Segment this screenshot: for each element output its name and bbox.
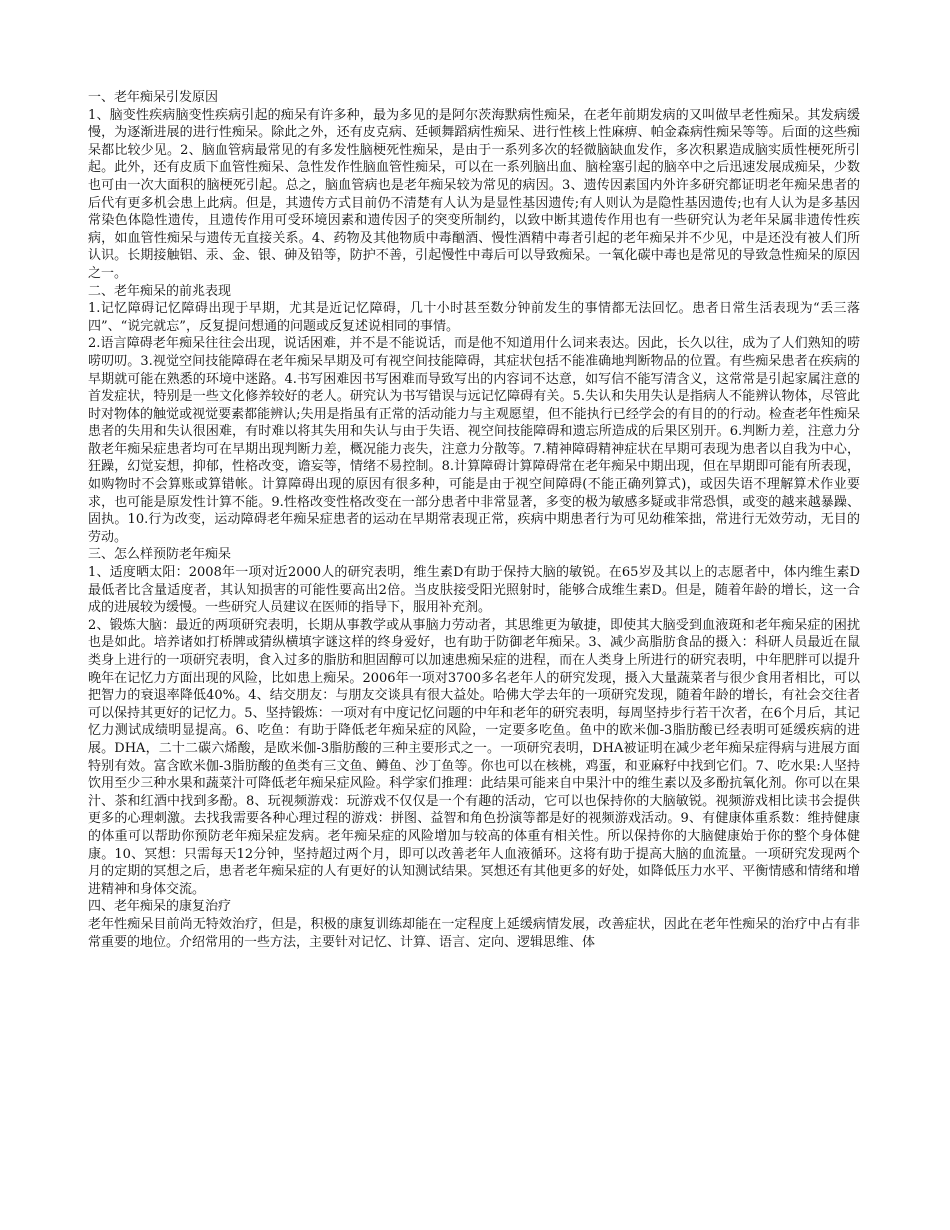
paragraph-memory-disorder: 1.记忆障碍记忆障碍出现于早期，尤其是近记忆障碍，几十小时甚至数分钟前发生的事情都无法回忆。患者日常生活表现为“丢三落四”、“说完就忘”，反复提问想通的问题或反复述说相同的事情。 <box>88 301 860 334</box>
section-causes <box>88 89 860 283</box>
section-early-signs <box>88 283 860 547</box>
document-body <box>88 89 860 951</box>
section-heading-early-signs: 二、老年痴呆的前兆表现 <box>88 283 232 299</box>
section-heading-causes: 一、老年痴呆引发原因 <box>88 90 219 105</box>
paragraph-causes: 1、脑变性疾病脑变性疾病引起的痴呆有许多种，最为多见的是阿尔茨海默病性痴呆，在老年前期发病的又叫做早老性痴呆。其发病缓慢，为逐渐进展的进行性痴呆。除此之外，还有皮克病、廷顿舞蹈病性痴呆、进行性核上性麻痹、帕金森病性痴呆等等。后面的这些痴呆都比较少见。2、脑血管病最常见的有多发性脑梗死性痴呆，是由于一系列多次的轻微脑缺血发作，多次积累造成脑实质性梗死所引起。此外，还有皮质下血管性痴呆、急性发作性脑血管性痴呆，可以在一系列脑出血、脑栓塞引起的脑卒中之后迅速发展成痴呆，少数也可由一次大面积的脑梗死引起。总之，脑血管病也是老年痴呆较为常见的病因。3、遗传因素国内外许多研究都证明老年痴呆患者的后代有更多机会患上此病。但是，其遗传方式目前仍不清楚有人认为是显性基因遗传;有人则认为是隐性基因遗传;也有人认为是多基因常染色体隐性遗传，且遗传作用可受环境因素和遗传因子的突变所制约，以致中断其遗传作用也有一些研究认为老年呆属非遗传性疾病，如血管性痴呆与遗传无直接关系。4、药物及其他物质中毒酗酒、慢性酒精中毒者引起的老年痴呆并不少见，中是还没有被人们所认识。长期接触铝、汞、金、银、砷及铅等，防护不善，引起慢性中毒后可以导致痴呆。一氧化碳中毒也是常见的导致急性痴呆的原因之一。 <box>88 107 860 281</box>
paragraph-prevention-methods: 2、锻炼大脑：最近的两项研究表明，长期从事教学或从事脑力劳动者，其思维更为敏捷，即使其大脑受到血液斑和老年痴呆症的困扰也是如此。培养诸如打桥牌或猜纵横填字谜这样的终身爱好，也有助于防御老年痴呆。3、减少高脂肪食品的摄入：科研人员最近在鼠类身上进行的一项研究表明，食入过多的脂肪和胆固醇可以加速患痴呆症的进程，而在人类身上所进行的研究表明，中年肥胖可以提升晚年在记忆力方面出现的风险，比如患上痴呆。2006年一项对3700多名老年人的研究发现，摄入大量蔬菜者与很少食用者相比，可以把智力的衰退率降低40%。4、结交朋友：与朋友交谈具有很大益处。哈佛大学去年的一项研究发现，随着年龄的增长，有社会交往者可以保持其更好的记忆力。5、坚持锻炼：一项对有中度记忆问题的中年和老年的研究表明，每周坚持步行若干次者，在6个月后，其记忆力测试成绩明显提高。6、吃鱼：有助于降低老年痴呆症的风险，一定要多吃鱼。鱼中的欧米伽-3脂肪酸已经表明可延缓疾病的进展。DHA，二十二碳六烯酸，是欧米伽-3脂肪酸的三种主要形式之一。一项研究表明，DHA被证明在减少老年痴呆症得病与进展方面特别有效。富含欧米伽-3脂肪酸的鱼类有三文鱼、鳟鱼、沙丁鱼等。你也可以在核桃，鸡蛋，和亚麻籽中找到它们。7、吃水果:人坚持饮用至少三种水果和蔬菜汁可降低老年痴呆症风险。科学家们推理：此结果可能来自中果汁中的维生素以及多酚抗氧化剂。你可以在果汁、茶和红酒中找到多酚。8、玩视频游戏：玩游戏不仅仅是一个有趣的活动，它可以也保持你的大脑敏锐。视频游戏相比读书会提供更多的心理刺激。去找我需要各种心理过程的游戏：拼图、益智和角色扮演等都是好的视频游戏活动。9、有健康体重系数：维持健康的体重可以帮助你预防老年痴呆症发病。老年痴呆症的风险增加与较高的体重有相关性。所以保持你的大脑健康始于你的整个身体健康。10、冥想：只需每天12分钟，坚持超过两个月，即可以改善老年人血液循环。这将有助于提高大脑的血流量。一项研究发现两个月的定期的冥想之后，患者老年痴呆症的人有更好的认知测试结果。冥想还有其他更多的好处，如降低压力水平、平衡情感和情绪和增进精神和身体交流。 <box>88 617 860 897</box>
paragraph-other-signs: 2.语言障碍老年痴呆往往会出现，说话困难，并不是不能说话，而是他不知道用什么词来表达。因此，长久以往，成为了人们熟知的唠唠叨叨。3.视觉空间技能障碍在老年痴呆早期及可有视空间技能障碍，其症状包括不能准确地判断物品的位置。有些痴呆患者在疾病的早期就可能在熟悉的环境中迷路。4.书写困难因书写困难而导致写出的内容词不达意，如写信不能写清含义，这常常是引起家属注意的首发症状，特别是一些文化修养较好的老人。研究认为书写错误与远记忆障碍有关。5.失认和失用失认是指病人不能辨认物体，尽管此时对物体的触觉或视觉要素都能辨认;失用是指虽有正常的活动能力与主观愿望，但不能执行已经学会的有目的的行动。检查老年性痴呆患者的失用和失认很困难，有时难以将其失用和失认与由于失语、视空间技能障碍和遗忘所造成的后果区别开。6.判断力差，注意力分散老年痴呆症患者均可在早期出现判断力差，概况能力丧失，注意力分散等。7.精神障碍精神症状在早期可表现为患者以自我为中心，狂躁，幻觉妄想，抑郁，性格改变，谵妄等，情绪不易控制。8.计算障碍计算障碍常在老年痴呆中期出现，但在早期即可能有所表现，如购物时不会算账或算错帐。计算障碍出现的原因有很多种，可能是由于视空间障碍(不能正确列算式)，或因失语不理解算术作业要求，也可能是原发性计算不能。9.性格改变性格改变在一部分患者中非常显著，多变的极为敏感多疑或非常恐惧，或变的越来越暴躁、固执。10.行为改变，运动障碍老年痴呆症患者的运动在早期常表现正常，疾病中期患者行为可见幼稚笨拙，常进行无效劳动，无目的劳动。 <box>88 336 860 545</box>
paragraph-sunlight: 1、适度晒太阳：2008年一项对近2000人的研究表明，维生素D有助于保持大脑的敏锐。在65岁及其以上的志愿者中，体内维生素D最低者比含量适度者，其认知损害的可能性要高出2倍。当皮肤接受阳光照射时，能够合成维生素D。但是，随着年龄的增长，这一合成的进展较为缓慢。一些研究人员建议在医师的指导下，服用补充剂。 <box>88 565 860 616</box>
section-rehabilitation <box>88 898 860 951</box>
section-prevention <box>88 546 860 898</box>
section-heading-prevention: 三、怎么样预防老年痴呆 <box>88 547 232 563</box>
paragraph-rehabilitation: 老年性痴呆目前尚无特效治疗，但是，积极的康复训练却能在一定程度上延缓病情发展，改善症状，因此在老年性痴呆的治疗中占有非常重要的地位。介绍常用的一些方法，主要针对记忆、计算、语言、定向、逻辑思维、体 <box>88 916 860 950</box>
section-heading-rehabilitation: 四、老年痴呆的康复治疗 <box>88 899 232 915</box>
